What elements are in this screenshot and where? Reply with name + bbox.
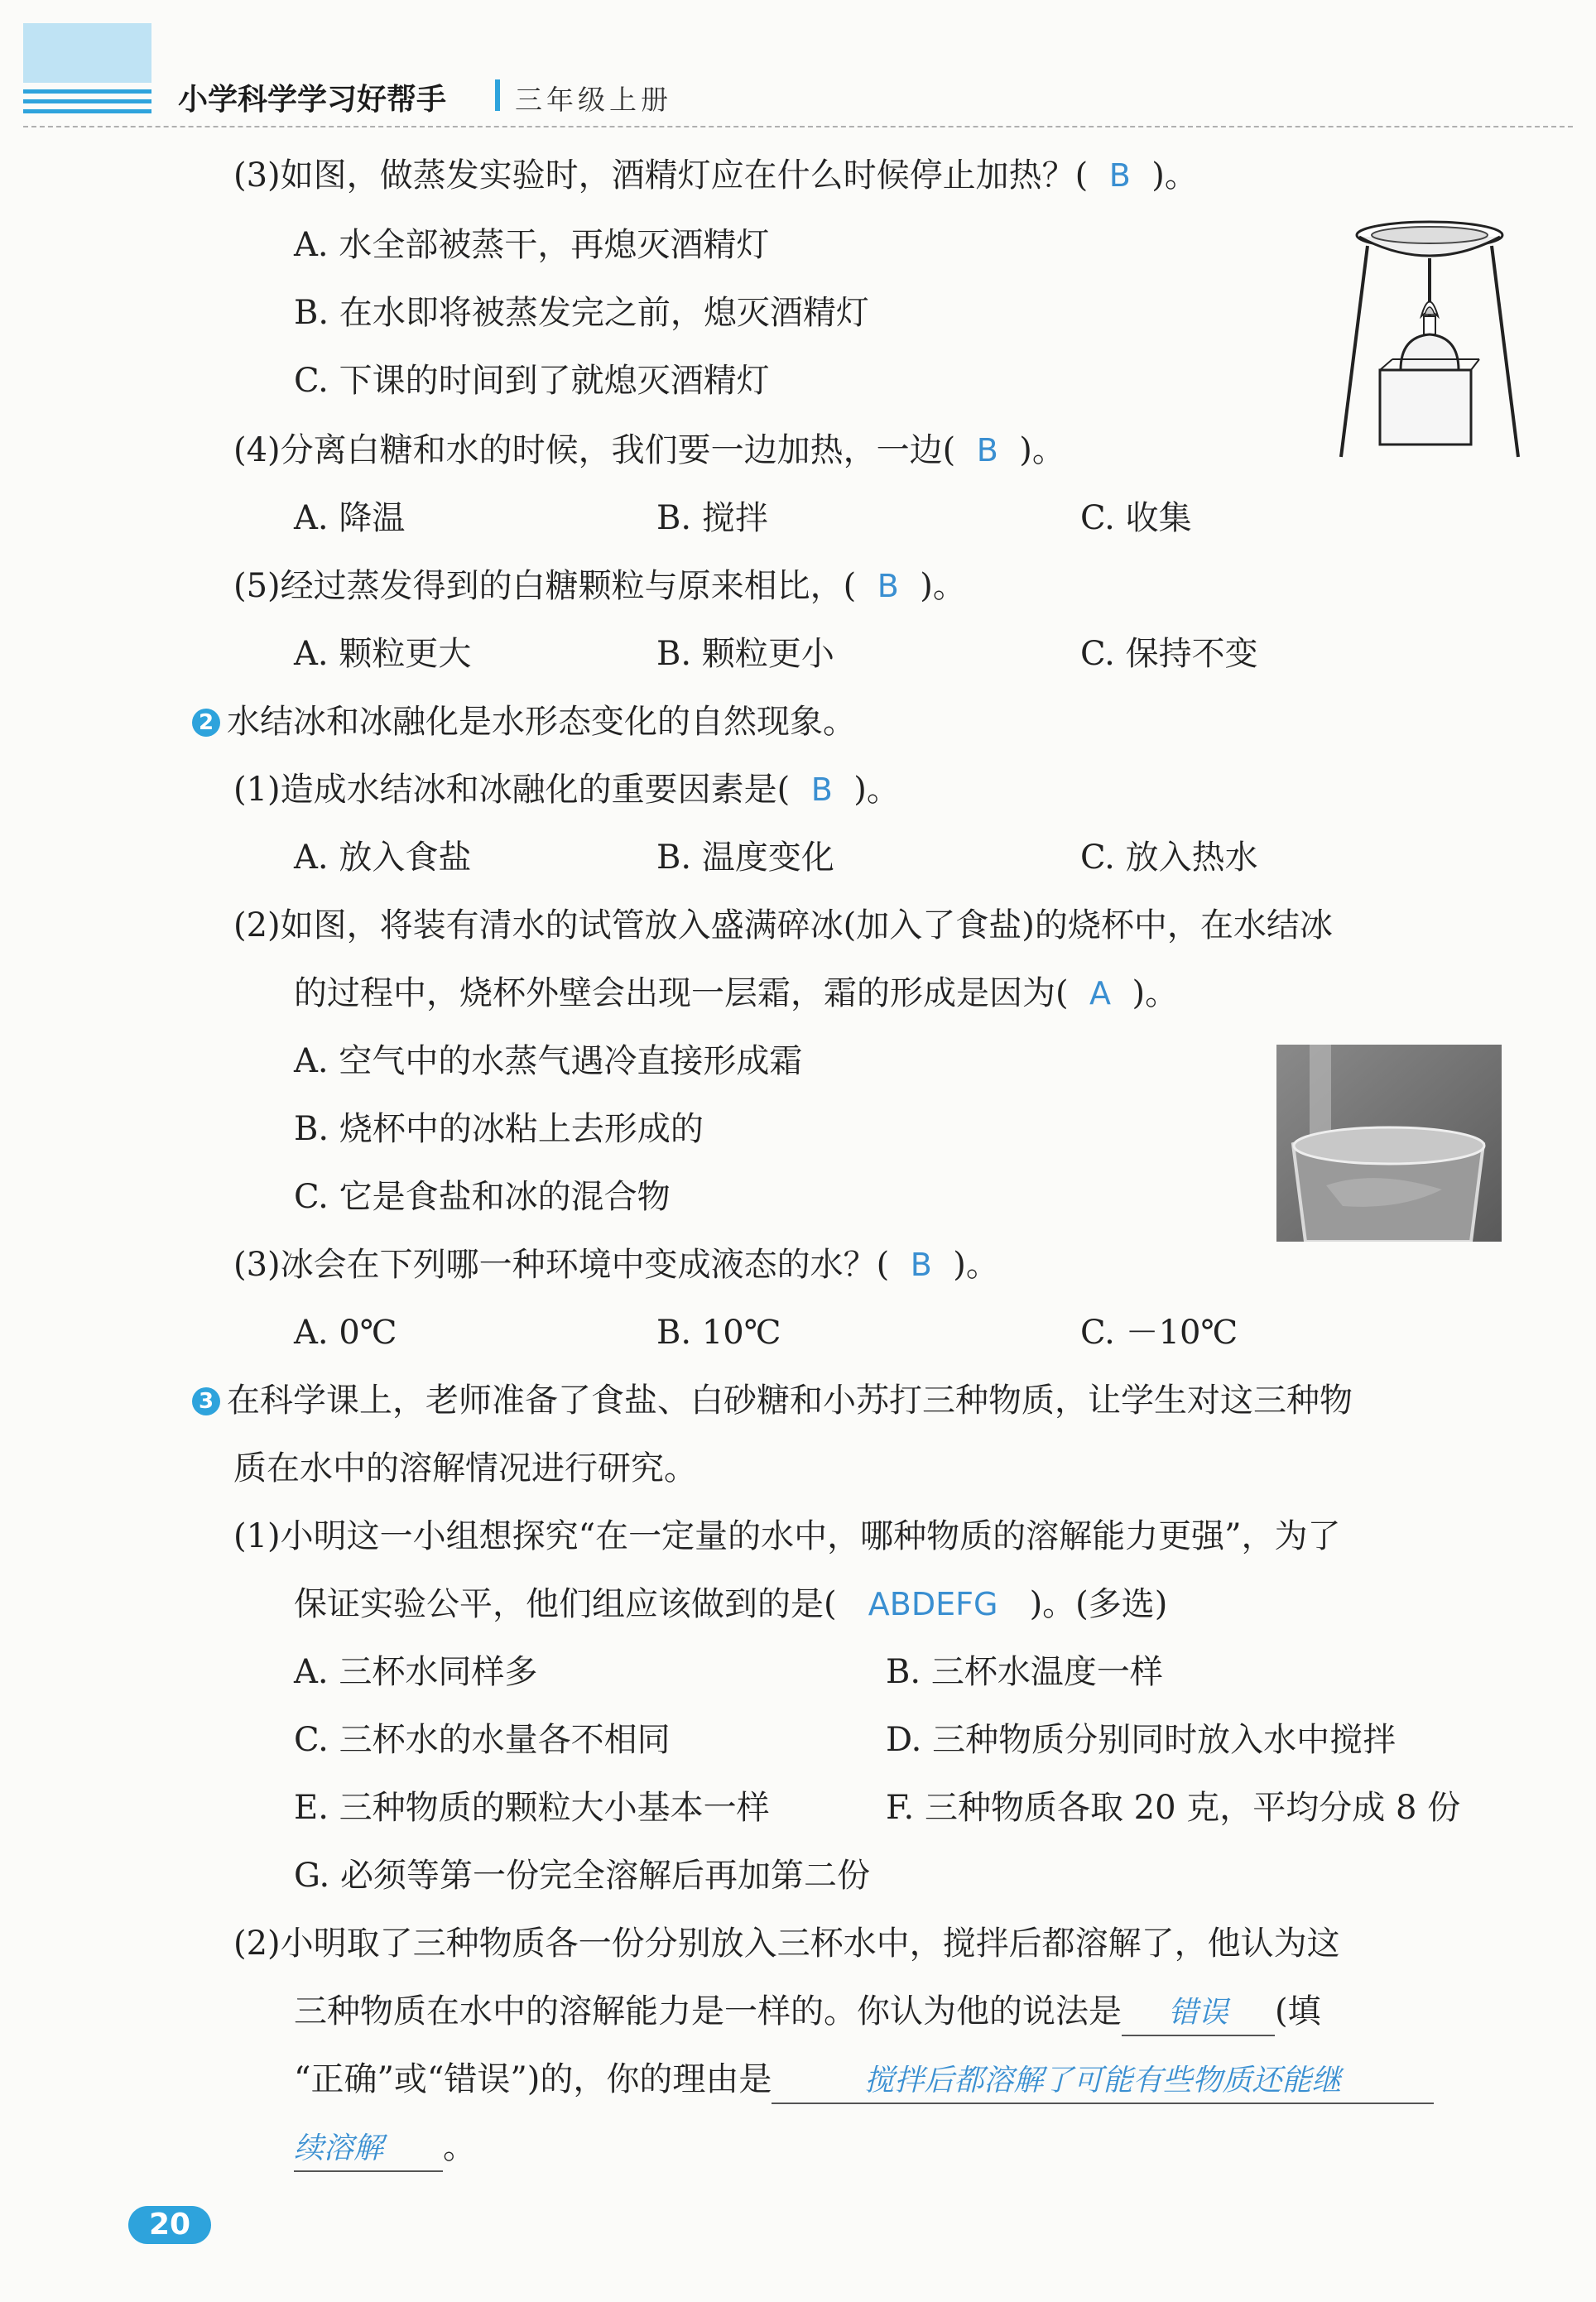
q1-p3-stem: (3)如图，做蒸发实验时，酒精灯应在什么时候停止加热？( B )。 — [233, 156, 1198, 195]
q2-p3-option-a: A. 0℃ — [294, 1314, 397, 1352]
q3-p1-line2: 保证实验公平，他们组应该做到的是( ABDEFG )。(多选) — [294, 1585, 1168, 1623]
q2-p3-stem: (3)冰会在下列哪一种环境中变成液态的水？( B )。 — [233, 1246, 999, 1284]
q2-p1-stem: (1)造成水结冰和冰融化的重要因素是( B )。 — [233, 771, 900, 809]
answer: B — [877, 568, 899, 604]
q3-line1: 3 在科学课上，老师准备了食盐、白砂糖和小苏打三种物质，让学生对这三种物 — [192, 1379, 1353, 1422]
q2-p3-option-b: B. 10℃ — [656, 1314, 781, 1352]
q2-p3-option-c: C. －10℃ — [1080, 1314, 1238, 1352]
q3-p1-option-d: D. 三种物质分别同时放入水中搅拌 — [886, 1721, 1396, 1759]
q1-p3-option-a: A. 水全部被蒸干，再熄灭酒精灯 — [294, 226, 770, 264]
q3-p1-option-c: C. 三杯水的水量各不相同 — [294, 1721, 671, 1759]
q1-p5-option-a: A. 颗粒更大 — [294, 635, 472, 673]
answer: B — [1108, 157, 1131, 194]
q2-p1-option-c: C. 放入热水 — [1080, 839, 1258, 877]
header-decoration — [23, 23, 151, 116]
q2-p2-option-b: B. 烧杯中的冰粘上去形成的 — [294, 1110, 704, 1148]
question-number-badge: 2 — [192, 709, 220, 737]
answer: B — [910, 1247, 932, 1283]
q1-p4-option-c: C. 收集 — [1080, 499, 1192, 537]
q1-p5-stem: (5)经过蒸发得到的白糖颗粒与原来相比，( B )。 — [233, 567, 966, 605]
answer: B — [976, 432, 998, 469]
q2-p2-option-a: A. 空气中的水蒸气遇冷直接形成霜 — [294, 1042, 803, 1080]
q3-p1-option-b: B. 三杯水温度一样 — [886, 1653, 1163, 1691]
answer: A — [1089, 975, 1112, 1012]
answer: ABDEFG — [868, 1586, 998, 1622]
q2-title: 2 水结冰和冰融化是水形态变化的自然现象。 — [192, 700, 856, 743]
evaporation-apparatus-figure — [1334, 217, 1525, 465]
q1-p3-option-c: C. 下课的时间到了就熄灭酒精灯 — [294, 362, 770, 400]
q3-p2-line3: “正确”或“错误”)的，你的理由是 搅拌后都溶解了可能有些物质还能继 — [294, 2058, 1434, 2104]
q3-p1-option-f: F. 三种物质各取 20 克，平均分成 8 份 — [886, 1789, 1461, 1827]
q3-p2-line1: (2)小明取了三种物质各一份分别放入三杯水中，搅拌后都溶解了，他认为这 — [233, 1925, 1340, 1963]
q2-p1-option-a: A. 放入食盐 — [294, 839, 472, 877]
q1-p5-option-b: B. 颗粒更小 — [656, 635, 834, 673]
header-divider — [495, 79, 500, 111]
answer-blank: 错误 — [1122, 1992, 1275, 2036]
page-number: 20 — [128, 2206, 211, 2244]
q2-p2-line2: 的过程中，烧杯外壁会出现一层霜，霜的形成是因为( A )。 — [294, 974, 1179, 1012]
q3-p2-line4: 续溶解 。 — [294, 2126, 476, 2172]
q2-p2-line1: (2)如图，将装有清水的试管放入盛满碎冰(加入了食盐)的烧杯中，在水结冰 — [233, 906, 1333, 944]
book-title: 小学科学学习好帮手 — [178, 83, 447, 117]
question-number-badge: 3 — [192, 1387, 220, 1415]
q3-p1-option-g: G. 必须等第一份完全溶解后再加第二份 — [294, 1857, 870, 1895]
q1-p4-option-a: A. 降温 — [294, 499, 406, 537]
q3-p2-line2: 三种物质在水中的溶解能力是一样的。你认为他的说法是 错误 (填 — [294, 1990, 1321, 2036]
header-rule — [23, 126, 1573, 127]
q3-p1-line1: (1)小明这一小组想探究“在一定量的水中，哪种物质的溶解能力更强”，为了 — [233, 1517, 1341, 1555]
frost-beaker-photo — [1276, 1045, 1502, 1242]
q2-p2-option-c: C. 它是食盐和冰的混合物 — [294, 1178, 671, 1216]
q3-p1-option-a: A. 三杯水同样多 — [294, 1653, 538, 1691]
q1-p4-option-b: B. 搅拌 — [656, 499, 768, 537]
q3-line2: 质在水中的溶解情况进行研究。 — [233, 1449, 697, 1487]
q1-p3-option-b: B. 在水即将被蒸发完之前，熄灭酒精灯 — [294, 294, 869, 332]
q3-p1-option-e: E. 三种物质的颗粒大小基本一样 — [294, 1789, 770, 1827]
q1-p5-option-c: C. 保持不变 — [1080, 635, 1258, 673]
book-subtitle: 三年级上册 — [515, 84, 672, 116]
answer-blank: 续溶解 — [294, 2127, 443, 2172]
answer: B — [810, 771, 833, 808]
q2-p1-option-b: B. 温度变化 — [656, 839, 834, 877]
answer-blank: 搅拌后都溶解了可能有些物质还能继 — [772, 2059, 1434, 2104]
q1-p4-stem: (4)分离白糖和水的时候，我们要一边加热，一边( B )。 — [233, 431, 1065, 469]
